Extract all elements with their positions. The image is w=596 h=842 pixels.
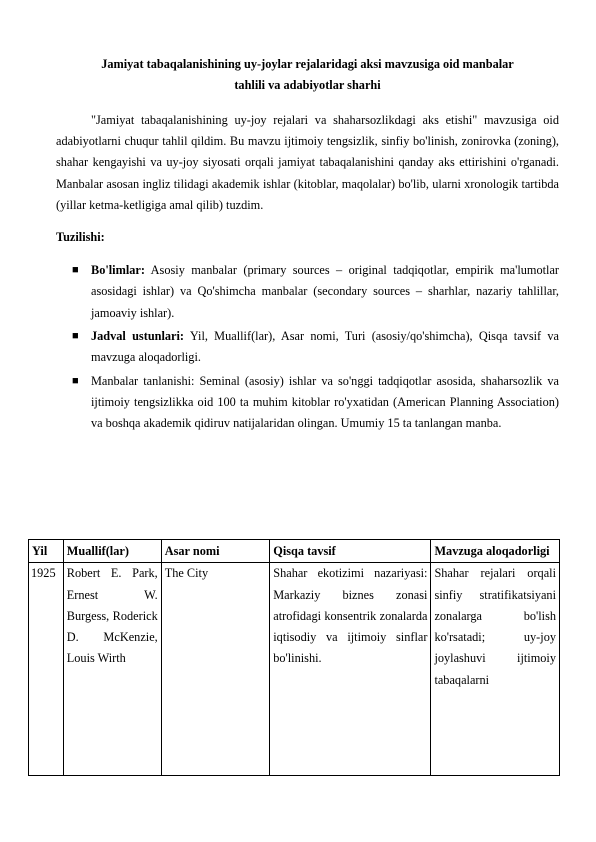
intro-paragraph: "Jamiyat tabaqalanishining uy-joy rejalari va shaharsozlikdagi aks etishi" mavzusiga oid adabiyotlarni chuqur tahlil qildim. Bu mavzu ijtimoiy tengsizlik, sinfiy bo'linish, zonirovka (zoning), shahar kengayishi va uy-joy siyosati orqali jamiyat tabaqalanishini qanday aks ettirishini o'rganadi. Manbalar asosan ingliz tilidagi akademik ishlar (kitoblar, maqolalar) bo'lib, ularni xronologik tartibda (yillar ketma-ketligiga amal qilib) tuzdim.	[56, 113, 559, 212]
list-item	[56, 371, 559, 435]
title-line-2: tahlili va adabiyotlar sharhi	[234, 78, 381, 92]
header-description: Qisqa tavsif	[270, 540, 431, 563]
bullet-icon: ■	[72, 329, 79, 342]
structure-list	[56, 260, 559, 434]
title-line-1: Jamiyat tabaqalanishining uy-joylar rejalaridagi aksi mavzusiga oid manbalar	[101, 57, 514, 71]
cell-work: The City	[161, 563, 270, 776]
bullet-icon: ■	[72, 374, 79, 387]
cell-authors: Robert E. Park, Ernest W. Burgess, Roderick D. McKenzie, Louis Wirth	[63, 563, 161, 776]
cell-relevance	[431, 563, 560, 776]
table-row	[29, 563, 560, 776]
list-item-text: Yil, Muallif(lar), Asar nomi, Turi (asosiy/qo'shimcha), Qisqa tavsif va mavzuga aloqadorligi.	[91, 328, 559, 365]
cell-year: 1925	[29, 563, 64, 776]
list-item	[56, 260, 559, 324]
list-item-label: Jadval ustunlari:	[91, 328, 185, 343]
table-header-row	[29, 540, 560, 563]
bullet-icon: ■	[72, 264, 79, 277]
list-item-text: Asosiy manbalar (primary sources – original tadqiqotlar, empirik ma'lumotlar asosidagi ishlar) va Qo'shimcha manbalar (secondary sources – sharhlar, nazariy tahlillar, jamoaviy ishlar).	[91, 263, 559, 320]
list-item-text: Manbalar tanlanishi: Seminal (asosiy) ishlar va so'nggi tadqiqotlar asosida, shaharsozlik va ijtimoiy tengsizlikka oid 100 ta muhim kitoblar ro'yxatidan (American Planning Association) va boshqa akademik qidiruv natijalaridan olingan. Umumiy 15 ta tanlangan manba.	[91, 373, 559, 431]
header-authors: Muallif(lar)	[63, 540, 161, 563]
document-title	[56, 54, 559, 96]
structure-heading: Tuzilishi:	[56, 230, 105, 245]
list-item	[56, 326, 559, 369]
header-relevance: Mavzuga aloqadorligi	[431, 540, 560, 563]
header-year: Yil	[29, 540, 64, 563]
list-item-label: Bo'limlar:	[91, 263, 145, 278]
header-work: Asar nomi	[161, 540, 270, 563]
cell-relevance-text: Shahar rejalari orqali sinfiy stratifikatsiyani zonalarga bo'lish ko'rsatadi; uy-joy joylashuvi ijtimoiy tabaqalarni	[434, 566, 556, 687]
sources-table	[28, 539, 560, 776]
cell-description: Shahar ekotizimi nazariyasi: Markaziy biznes zonasi atrofidagi konsentrik zonalarda iqtisodiy va ijtimoiy sinflar bo'linishi.	[270, 563, 431, 776]
document-page	[56, 54, 559, 436]
